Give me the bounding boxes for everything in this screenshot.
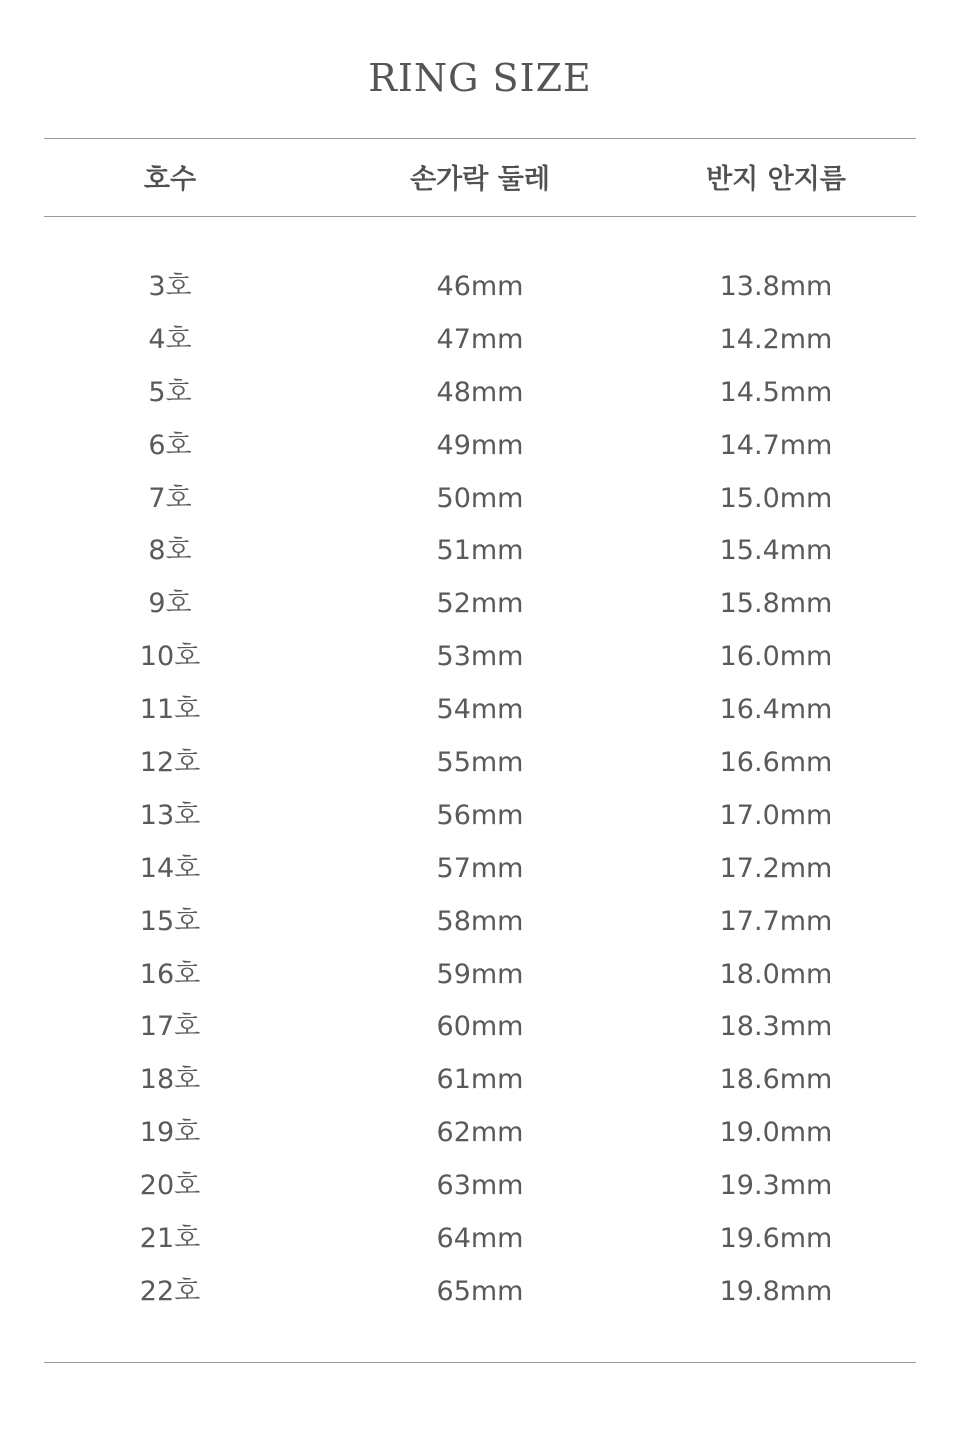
diameter-cell: 16.6mm: [719, 747, 833, 779]
circumference-cell: 56mm: [436, 799, 524, 831]
size-cell: 17호: [139, 1011, 201, 1043]
diameter-cell: 14.5mm: [719, 376, 833, 408]
diameter-cell: 18.0mm: [719, 958, 833, 990]
table-row: [0, 791, 960, 844]
circumference-cell: 49mm: [436, 429, 524, 461]
size-cell: 10호: [139, 641, 201, 673]
circumference-cell: 64mm: [436, 1223, 524, 1255]
table-row: [0, 1055, 960, 1108]
circumference-cell: 46mm: [436, 271, 524, 302]
size-cell: 5호: [148, 376, 192, 408]
diameter-cell: 19.0mm: [719, 1117, 833, 1149]
header-circumference: 손가락 둘레: [410, 164, 550, 195]
size-cell: 15호: [139, 905, 201, 937]
diameter-cell: 17.7mm: [719, 905, 833, 937]
diameter-cell: 16.0mm: [719, 641, 833, 673]
circumference-cell: 57mm: [436, 852, 524, 884]
diameter-cell: 18.6mm: [719, 1064, 833, 1096]
table-row: [0, 368, 960, 421]
diameter-cell: 13.8mm: [719, 271, 833, 302]
table-row: [0, 421, 960, 474]
table-row: [0, 315, 960, 368]
size-cell: 14호: [139, 852, 201, 884]
circumference-cell: 54mm: [436, 694, 524, 726]
table-body: [0, 262, 960, 1320]
circumference-cell: 53mm: [436, 641, 524, 673]
circumference-cell: 62mm: [436, 1117, 524, 1149]
table-row: [0, 844, 960, 897]
table-row: [0, 1161, 960, 1214]
table-row: [0, 526, 960, 579]
table-row: [0, 1267, 960, 1320]
size-cell: 3호: [148, 271, 192, 302]
table-row: [0, 474, 960, 527]
size-cell: 20호: [139, 1170, 201, 1202]
table-row: [0, 632, 960, 685]
diameter-cell: 17.2mm: [719, 852, 833, 884]
size-cell: 9호: [148, 588, 192, 620]
table-row: [0, 579, 960, 632]
circumference-cell: 50mm: [436, 482, 524, 514]
size-cell: 8호: [148, 535, 192, 567]
circumference-cell: 59mm: [436, 958, 524, 990]
diameter-cell: 15.8mm: [719, 588, 833, 620]
size-cell: 6호: [148, 429, 192, 461]
diameter-cell: 19.8mm: [719, 1275, 833, 1307]
table-row: [0, 685, 960, 738]
table-row: [0, 1108, 960, 1161]
diameter-cell: 19.3mm: [719, 1170, 833, 1202]
size-cell: 22호: [139, 1275, 201, 1307]
header-divider: [44, 216, 916, 217]
circumference-cell: 48mm: [436, 376, 524, 408]
diameter-cell: 15.0mm: [719, 482, 833, 514]
table-header: [0, 158, 960, 202]
table-row: [0, 950, 960, 1003]
circumference-cell: 58mm: [436, 905, 524, 937]
size-cell: 21호: [139, 1223, 201, 1255]
size-cell: 4호: [148, 323, 192, 355]
table-row: [0, 897, 960, 950]
diameter-cell: 14.2mm: [719, 323, 833, 355]
header-diameter: 반지 안지름: [706, 164, 846, 195]
circumference-cell: 61mm: [436, 1064, 524, 1096]
size-cell: 7호: [148, 482, 192, 514]
size-cell: 19호: [139, 1117, 201, 1149]
table-row: [0, 1002, 960, 1055]
diameter-cell: 17.0mm: [719, 799, 833, 831]
table-row: [0, 738, 960, 791]
header-size: 호수: [143, 164, 197, 195]
diameter-cell: 16.4mm: [719, 694, 833, 726]
size-cell: 18호: [139, 1064, 201, 1096]
size-cell: 13호: [139, 799, 201, 831]
circumference-cell: 47mm: [436, 323, 524, 355]
size-cell: 11호: [139, 694, 201, 726]
diameter-cell: 19.6mm: [719, 1223, 833, 1255]
size-cell: 12호: [139, 747, 201, 779]
top-divider: [44, 138, 916, 139]
circumference-cell: 51mm: [436, 535, 524, 567]
diameter-cell: 15.4mm: [719, 535, 833, 567]
diameter-cell: 14.7mm: [719, 429, 833, 461]
circumference-cell: 52mm: [436, 588, 524, 620]
circumference-cell: 65mm: [436, 1275, 524, 1307]
table-row: [0, 1214, 960, 1267]
circumference-cell: 60mm: [436, 1011, 524, 1043]
page-title: RING SIZE: [368, 56, 592, 100]
circumference-cell: 55mm: [436, 747, 524, 779]
diameter-cell: 18.3mm: [719, 1011, 833, 1043]
circumference-cell: 63mm: [436, 1170, 524, 1202]
size-cell: 16호: [139, 958, 201, 990]
bottom-divider: [44, 1362, 916, 1363]
table-row: [0, 262, 960, 315]
